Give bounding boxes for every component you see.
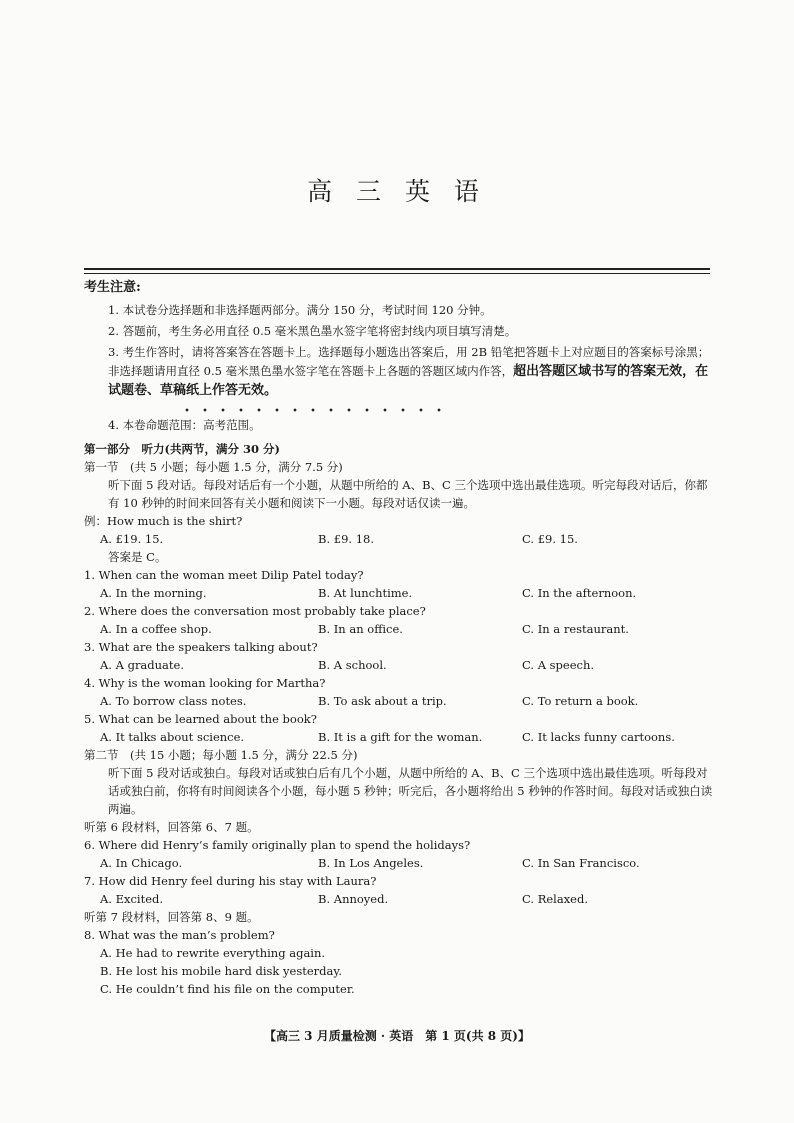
option-a: A. A graduate. — [100, 658, 184, 672]
option-a: A. In the morning. — [100, 586, 207, 600]
question-4-options — [84, 692, 714, 710]
option-a: A. In Chicago. — [100, 856, 183, 870]
question-8-option-c: C. He couldn’t find his file on the computer. — [100, 982, 355, 996]
option-b: B. A school. — [318, 658, 387, 672]
notice-item-1: 1. 本试卷分选择题和非选择题两部分。满分 150 分，考试时间 120 分钟。 — [108, 303, 492, 317]
notice-heading: 考生注意: — [84, 280, 141, 295]
option-c: C. Relaxed. — [522, 892, 589, 906]
option-b: B. In an office. — [318, 622, 403, 636]
option-a: A. To borrow class notes. — [100, 694, 247, 708]
notice-block — [84, 276, 714, 437]
page-title: 高 三 英 语 — [307, 177, 487, 206]
notice-item-4: 4. 本卷命题范围：高考范围。 — [108, 418, 261, 432]
notice-item-2: 2. 答题前，考生务必用直径 0.5 毫米黑色墨水签字笔将密封线内项目填写清楚。 — [108, 324, 517, 338]
header-rule-thick — [84, 268, 710, 270]
question-6: 6. Where did Henry’s family originally plan to spend the holidays? — [84, 838, 471, 852]
option-c: C. A speech. — [522, 658, 595, 672]
question-6-options — [84, 854, 714, 872]
material-6-heading: 听第 6 段材料，回答第 6、7 题。 — [84, 820, 259, 834]
question-1: 1. When can the woman meet Dilip Patel today? — [84, 568, 364, 582]
option-a: A. £19. 15. — [100, 532, 164, 546]
question-1-options — [84, 584, 714, 602]
section1-instructions: 听下面 5 段对话。每段对话后有一个小题，从题中所给的 A、B、C 三个选项中选出最佳选项。听完每段对话后，你都有 10 秒钟的时间来回答有关小题和阅读下一小题。每段对话仅读一遍。 — [108, 478, 708, 510]
section2-instructions: 听下面 5 段对话或独白。每段对话或独白后有几个小题，从题中所给的 A、B、C 三个选项中选出最佳选项。听每段对话或独白前，你将有时间阅读各个小题，每小题 5 秒钟；听完后，各小题将给出 5 秒钟的作答时间。每段对话或独白读两遍。 — [108, 766, 713, 816]
example-options — [84, 530, 714, 548]
example-answer: 答案是 C。 — [108, 550, 167, 564]
material-7-heading: 听第 7 段材料，回答第 8、9 题。 — [84, 910, 259, 924]
question-4: 4. Why is the woman looking for Martha? — [84, 676, 326, 690]
option-c: C. £9. 15. — [522, 532, 578, 546]
option-c: C. In San Francisco. — [522, 856, 640, 870]
option-b: B. In Los Angeles. — [318, 856, 424, 870]
option-b: B. Annoyed. — [318, 892, 389, 906]
question-8-option-a: A. He had to rewrite everything again. — [100, 946, 326, 960]
question-7: 7. How did Henry feel during his stay with Laura? — [84, 874, 377, 888]
option-c: C. In the afternoon. — [522, 586, 637, 600]
header-rule-thin — [84, 273, 710, 274]
section2-heading: 第二节 (共 15 小题；每小题 1.5 分，满分 22.5 分) — [84, 748, 358, 762]
option-b: B. £9. 18. — [318, 532, 374, 546]
listening-part — [84, 440, 714, 998]
part1-heading: 第一部分 听力(共两节，满分 30 分) — [84, 442, 280, 456]
page-footer: 【高三 3 月质量检测 · 英语 第 1 页(共 8 页)】 — [263, 1029, 530, 1043]
option-a: A. It talks about science. — [100, 730, 245, 744]
option-c: C. In a restaurant. — [522, 622, 629, 636]
option-b: B. It is a gift for the woman. — [318, 730, 483, 744]
notice-item-3-emphasis: 超出答题区域书写的答案无效，在试题卷、草稿纸上作答无效。 — [108, 364, 709, 398]
section1-heading: 第一节 (共 5 小题；每小题 1.5 分，满分 7.5 分) — [84, 460, 343, 474]
question-3-options — [84, 656, 714, 674]
option-c: C. It lacks funny cartoons. — [522, 730, 675, 744]
option-c: C. To return a book. — [522, 694, 639, 708]
notice-item-3-text: 3. 考生作答时，请将答案答在答题卡上。选择题每小题选出答案后，用 2B 铅笔把答题卡上对应题目的答案标号涂黑；非选择题请用直径 0.5 毫米黑色墨水签字笔在答题卡上各题的答题区域内作答， — [108, 345, 710, 378]
question-7-options — [84, 890, 714, 908]
option-b: B. At lunchtime. — [318, 586, 413, 600]
option-b: B. To ask about a trip. — [318, 694, 447, 708]
option-a: A. Excited. — [100, 892, 164, 906]
question-2: 2. Where does the conversation most probably take place? — [84, 604, 426, 618]
example-question: 例：How much is the shirt? — [84, 514, 243, 528]
question-3: 3. What are the speakers talking about? — [84, 640, 318, 654]
question-2-options — [84, 620, 714, 638]
question-5-options — [84, 728, 714, 746]
question-8: 8. What was the man’s problem? — [84, 928, 275, 942]
emphasis-dots — [84, 402, 714, 416]
question-5: 5. What can be learned about the book? — [84, 712, 317, 726]
option-a: A. In a coffee shop. — [100, 622, 212, 636]
question-8-option-b: B. He lost his mobile hard disk yesterday. — [100, 964, 342, 978]
notice-item-3 — [84, 343, 714, 400]
